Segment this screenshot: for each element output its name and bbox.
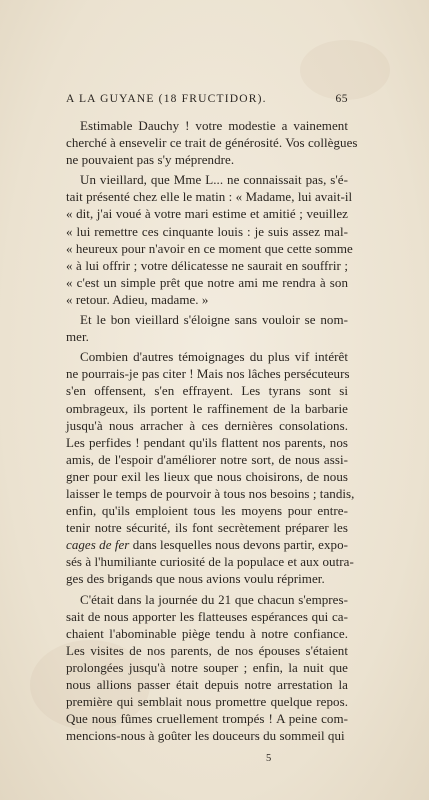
paper-stain — [300, 40, 390, 100]
text-line: C'était dans la journée du 21 que chacun s'empres- — [80, 591, 348, 607]
text-line: « dit, j'ai voué à votre mari estime et amitié ; veuillez — [66, 206, 348, 222]
text-line: chaient l'abominable piège tendu à notre confiance. — [66, 625, 348, 641]
paragraph — [66, 117, 358, 168]
paragraph — [66, 311, 348, 345]
text-line: Que nous fûmes cruellement trompés ! A peine com- — [66, 711, 348, 727]
text-line: Les visites de nos parents, de nos épouses s'étaient — [66, 642, 348, 658]
text-line: cherché à ensevelir ce trait de générosité. Vos collègues — [66, 135, 358, 151]
text-line: prolongées jusqu'à notre souper ; enfin, la nuit que — [66, 659, 348, 675]
text-line: « heureux pour n'avoir en ce moment que cette somme — [66, 240, 353, 256]
text-line: « c'est un simple prêt que notre ami me rendra à son — [66, 274, 348, 290]
text-line: Les perfides ! pendant qu'ils flattent nos parents, nos — [66, 434, 348, 450]
text-line: ombrageux, ils portent le raffinement de la barbarie — [66, 400, 348, 416]
text-line: Estimable Dauchy ! votre modestie a vainement — [80, 118, 348, 133]
page-number: 65 — [335, 93, 348, 105]
running-title: A LA GUYANE (18 FRUCTIDOR). — [66, 93, 267, 105]
text-line: nous allions passer était depuis notre arrestation la — [66, 677, 348, 692]
text-line: mencions-nous à goûter les douceurs du sommeil qui — [66, 728, 345, 744]
text-line: Et le bon vieillard s'éloigne sans vouloir se nom- — [80, 312, 348, 328]
text-line: tait présenté chez elle le matin : « Madame, lui avait-il — [66, 189, 353, 205]
text-line: cages de fer dans lesquelles nous devons partir, expo- — [66, 537, 348, 553]
italic-phrase: cages de fer — [66, 537, 130, 553]
text-line: gner pour exil les lieux que nous choisirons, de nous — [66, 468, 348, 484]
text-line: laisser le temps de pourvoir à tous nos besoins ; tandis, — [66, 485, 355, 501]
text-line: tenir notre sécurité, ils font secrètement préparer les — [66, 520, 348, 536]
paragraph — [66, 171, 353, 308]
paragraph — [66, 591, 348, 745]
text-line: jusqu'à nous arracher à ces dernières consolations. — [66, 417, 348, 433]
text-line: Combien d'autres témoignages du plus vif intérêt — [80, 349, 348, 365]
text-line: sés à l'humiliante curiosité de la populace et aux outra- — [66, 554, 354, 570]
text-line: ne pouvaient pas s'y méprendre. — [66, 152, 235, 168]
text-line: s'en offensent, s'en effrayent. Les tyrans sont si — [66, 383, 348, 399]
text-line: mer. — [66, 329, 89, 345]
running-header — [66, 93, 348, 109]
signature-mark: 5 — [266, 753, 272, 764]
text-line: « à lui offrir ; votre délicatesse ne saurait en souffrir ; — [66, 257, 348, 273]
text-line: enfin, qu'ils emploient tous les moyens pour entre- — [66, 503, 348, 519]
text-line: Un vieillard, que Mme L... ne connaissait pas, s'é- — [80, 172, 348, 188]
text-line: première qui semblait nous promettre quelque repos. — [66, 694, 348, 710]
text-line: amis, de l'espoir d'améliorer notre sort, de nous assi- — [66, 451, 348, 467]
text-line: « lui remettre ces cinquante louis : je suis assez mal- — [66, 223, 348, 239]
body-text — [66, 117, 358, 744]
text-line: sait de nous apporter les flatteuses espérances qui ca- — [66, 608, 348, 624]
text-line: ges des brigands que nous avions voulu réprimer. — [66, 571, 325, 587]
text-line: ne pourrais-je pas citer ! Mais nos lâches persécuteurs — [66, 366, 350, 382]
paragraph — [66, 348, 355, 587]
text-line: « retour. Adieu, madame. » — [66, 291, 209, 307]
